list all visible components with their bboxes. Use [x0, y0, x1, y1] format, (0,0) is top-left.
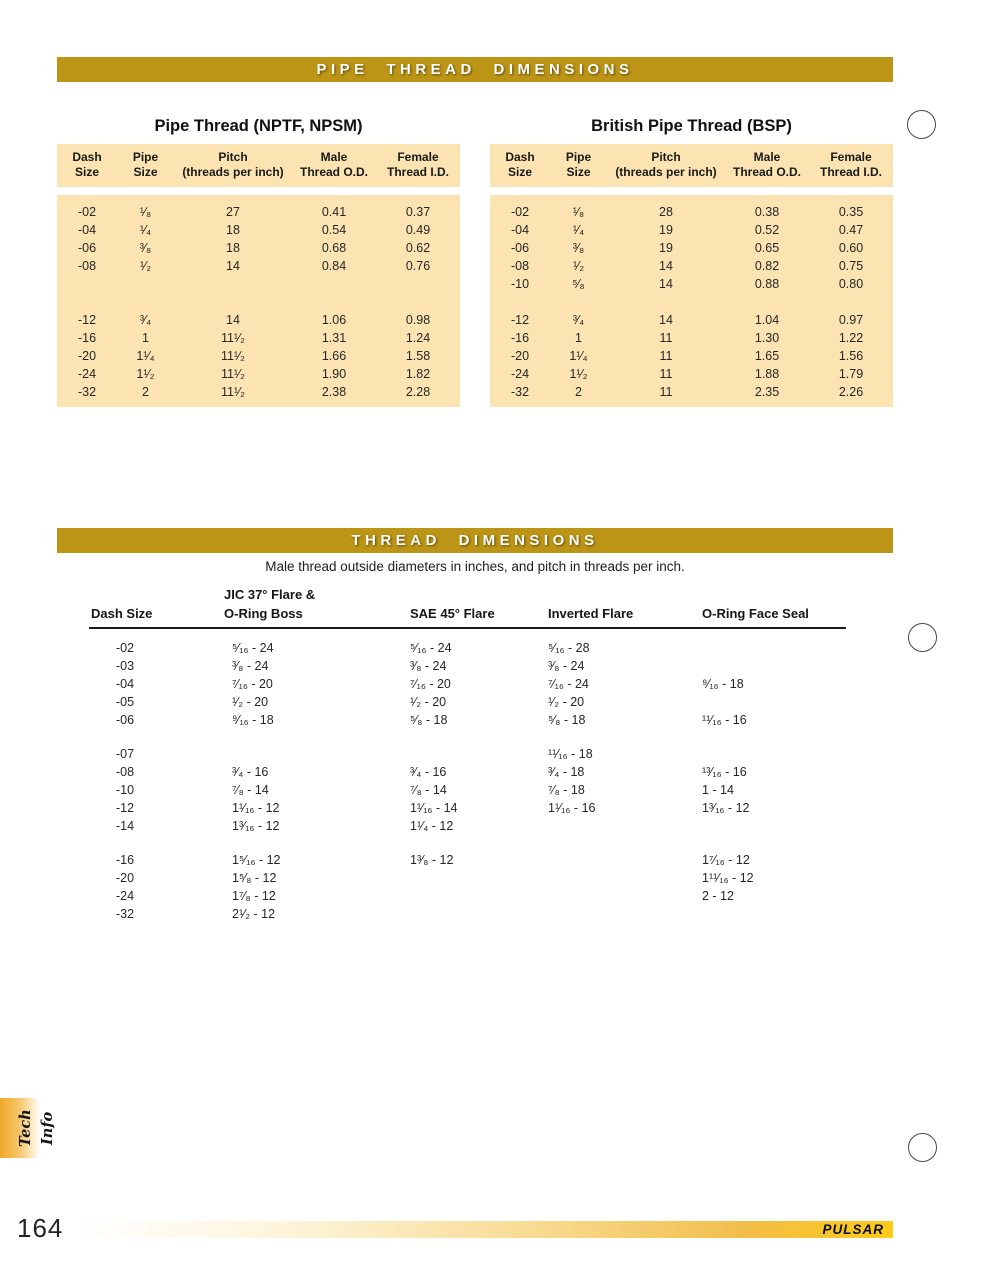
table-cell: 1.30 — [754, 331, 780, 345]
table-cell: ⁷⁄₁₆ - 24 — [548, 677, 589, 691]
pipe-thread-dimensions-banner: PIPE THREAD DIMENSIONS — [57, 57, 893, 82]
table-row — [85, 657, 850, 675]
column-header: Pipe Size — [132, 150, 159, 179]
table-cell: -24 — [77, 367, 97, 381]
table-cell — [174, 275, 292, 293]
table-cell — [725, 293, 809, 311]
table-cell: 0.37 — [405, 205, 431, 219]
table-cell: ⁵⁄₈ - 18 — [410, 713, 448, 727]
table-row — [85, 817, 850, 835]
table-row — [490, 203, 893, 221]
column-header: Dash Size — [72, 150, 102, 179]
table-cell: 2 - 12 — [702, 889, 734, 903]
table-cell: 11¹⁄₂ — [220, 331, 246, 345]
table-cell — [542, 817, 696, 835]
table-cell: ⁵⁄₁₆ - 24 — [232, 641, 274, 655]
table-row — [57, 293, 460, 311]
table-cell — [404, 745, 542, 763]
table-cell: 1⁵⁄₁₆ - 12 — [232, 853, 281, 867]
table-cell: -07 — [116, 747, 135, 761]
table-cell: ³⁄₄ — [572, 313, 585, 327]
hole-punch-circle — [908, 623, 937, 652]
table-header — [57, 144, 460, 187]
column-header — [85, 587, 218, 603]
table-cell — [809, 293, 893, 311]
table-cell — [542, 887, 696, 905]
table-cell: 2 — [142, 385, 149, 399]
table-cell — [57, 293, 117, 311]
table-cell: 11 — [659, 385, 673, 399]
column-header: Dash Size — [505, 150, 535, 179]
table-cell — [490, 293, 550, 311]
table-cell: ⁹⁄₁₆ - 18 — [702, 677, 744, 691]
table-cell: 1³⁄₁₆ - 12 — [232, 819, 280, 833]
table-cell: ³⁄₈ - 24 — [232, 659, 269, 673]
table-cell: 1¹⁄₁₆ - 12 — [232, 801, 280, 815]
table-cell: ¹⁄₂ - 20 — [232, 695, 269, 709]
column-header: JIC 37° Flare & — [224, 587, 316, 602]
table-cell: 0.75 — [838, 259, 864, 273]
table-row — [490, 311, 893, 329]
table-row — [85, 887, 850, 905]
table-cell — [696, 835, 850, 851]
table-cell: 0.52 — [754, 223, 780, 237]
table-cell: -08 — [116, 765, 135, 779]
table-cell: 1¹¹⁄₁₆ - 12 — [702, 871, 754, 885]
table-row — [85, 905, 850, 923]
table-cell: ³⁄₄ — [139, 313, 152, 327]
table-row — [57, 239, 460, 257]
table-cell: ⁷⁄₁₆ - 20 — [410, 677, 451, 691]
table-cell — [696, 905, 850, 923]
table-cell: 0.38 — [754, 205, 780, 219]
table-cell: -08 — [77, 259, 97, 273]
table-row — [57, 221, 460, 239]
table-cell: 0.60 — [838, 241, 864, 255]
table-cell: 1.58 — [405, 349, 431, 363]
table-cell: ⁵⁄₈ - 18 — [548, 713, 586, 727]
table-row — [57, 347, 460, 365]
tech-info-label: Tech Info — [17, 1109, 56, 1147]
table-row — [85, 763, 850, 781]
table-cell: ¹¹⁄₁₆ - 16 — [702, 713, 747, 727]
table-cell: -06 — [510, 241, 530, 255]
table-cell: ⁵⁄₈ — [572, 277, 585, 291]
table-cell: -32 — [116, 907, 135, 921]
table-cell: 0.41 — [321, 205, 347, 219]
column-header: Male Thread O.D. — [732, 150, 801, 179]
table-cell: ³⁄₈ - 24 — [548, 659, 585, 673]
table-cell — [85, 835, 218, 851]
table-row — [85, 799, 850, 817]
table-cell — [404, 887, 542, 905]
table-cell: ⁷⁄₈ - 14 — [410, 783, 447, 797]
table-cell: 1¹⁄₄ — [136, 349, 155, 363]
table-cell: 0.35 — [838, 205, 864, 219]
table-cell: ⁵⁄₁₆ - 28 — [548, 641, 590, 655]
table-row — [490, 257, 893, 275]
table-cell: 0.54 — [321, 223, 347, 237]
column-header: Female Thread I.D. — [386, 150, 449, 179]
table-cell — [696, 745, 850, 763]
table-cell: 1¹⁄₁₆ - 16 — [548, 801, 596, 815]
table-cell: -08 — [510, 259, 530, 273]
tech-info-side-tab — [0, 1098, 56, 1158]
table-cell: 1.65 — [754, 349, 780, 363]
table-cell — [696, 657, 850, 675]
table-cell: 0.76 — [405, 259, 431, 273]
table-cell: 27 — [226, 205, 240, 219]
table-cell: -20 — [510, 349, 530, 363]
table-cell: 18 — [226, 241, 240, 255]
table-cell: ¹⁄₈ — [572, 205, 585, 219]
table-row — [57, 257, 460, 275]
table-cell: 1⁷⁄₈ - 12 — [232, 889, 276, 903]
table-cell — [218, 729, 404, 745]
table-cell: -20 — [116, 871, 135, 885]
table-cell — [218, 835, 404, 851]
table-cell: -10 — [116, 783, 135, 797]
column-header — [542, 587, 696, 603]
table-cell: 18 — [226, 223, 240, 237]
table-cell: 14 — [659, 259, 673, 273]
table-header — [85, 587, 850, 627]
column-header: Pitch (threads per inch) — [615, 150, 717, 179]
table-cell: 1.31 — [321, 331, 347, 345]
table-cell: 1.22 — [838, 331, 864, 345]
column-header: Dash Size — [91, 606, 153, 621]
table-cell — [57, 275, 117, 293]
table-cell: 1³⁄₈ - 12 — [410, 853, 454, 867]
table-row — [85, 675, 850, 693]
table-cell: 0.84 — [321, 259, 347, 273]
table-cell: -16 — [510, 331, 530, 345]
hole-punch-circle — [907, 110, 936, 139]
table-cell: 14 — [659, 313, 673, 327]
table-cell: 1⁵⁄₈ - 12 — [232, 871, 277, 885]
table-cell: 1.79 — [838, 367, 864, 381]
table-cell: 14 — [226, 313, 240, 327]
table-cell: -12 — [77, 313, 97, 327]
column-header: O-Ring Face Seal — [702, 606, 809, 621]
table-row — [85, 869, 850, 887]
table-row — [490, 383, 893, 401]
table-cell: -03 — [116, 659, 135, 673]
table-row — [85, 781, 850, 799]
table-cell: 2.35 — [754, 385, 780, 399]
table-cell — [542, 905, 696, 923]
table-cell — [696, 817, 850, 835]
table-cell: 11 — [659, 331, 673, 345]
table-cell: 2.38 — [321, 385, 347, 399]
table-cell: 1¹⁄₂ — [569, 367, 588, 381]
table-cell: 1.56 — [838, 349, 864, 363]
table-cell: ³⁄₄ - 16 — [232, 765, 269, 779]
table-cell: ¹⁄₂ — [572, 259, 585, 273]
table-body — [490, 195, 893, 407]
table-row — [490, 329, 893, 347]
table-cell: 0.68 — [321, 241, 347, 255]
table-cell: 19 — [659, 223, 673, 237]
table-cell: -05 — [116, 695, 135, 709]
table-row — [490, 239, 893, 257]
table-cell: 2.26 — [838, 385, 864, 399]
table-cell: -04 — [510, 223, 530, 237]
table-cell: 0.80 — [838, 277, 864, 291]
table-row — [490, 365, 893, 383]
table-cell: 28 — [659, 205, 673, 219]
table-cell: -12 — [116, 801, 135, 815]
table-cell: ³⁄₈ — [139, 241, 152, 255]
column-header: Inverted Flare — [548, 606, 634, 621]
table-cell: 0.97 — [838, 313, 864, 327]
table-row — [57, 275, 460, 293]
table-cell: ¹¹⁄₁₆ - 18 — [548, 747, 593, 761]
table-cell: -32 — [510, 385, 530, 399]
table-title: British Pipe Thread (BSP) — [591, 117, 792, 135]
table-body — [85, 629, 850, 923]
table-cell: ³⁄₄ - 18 — [548, 765, 585, 779]
table-cell: ¹⁄₂ — [139, 259, 152, 273]
table-cell: ¹⁄₂ - 20 — [410, 695, 447, 709]
table-row — [490, 221, 893, 239]
table-cell — [542, 729, 696, 745]
table-cell: -02 — [510, 205, 530, 219]
table-cell — [550, 293, 607, 311]
table-cell: ⁷⁄₈ - 18 — [548, 783, 585, 797]
table-cell: 0.98 — [405, 313, 431, 327]
table-cell: 1¹⁄₄ — [569, 349, 588, 363]
table-cell — [85, 729, 218, 745]
table-cell: -10 — [510, 277, 530, 291]
table-cell: 0.88 — [754, 277, 780, 291]
column-header: SAE 45° Flare — [410, 606, 495, 621]
table-cell: 1¹⁄₄ - 12 — [410, 819, 454, 833]
table-cell — [404, 869, 542, 887]
table-cell: -16 — [77, 331, 97, 345]
table-cell — [542, 869, 696, 887]
table-cell: 14 — [226, 259, 240, 273]
table-cell: 1.66 — [321, 349, 347, 363]
table-cell — [404, 729, 542, 745]
footer-bar — [75, 1221, 893, 1238]
table-cell: -06 — [116, 713, 135, 727]
column-header — [404, 587, 542, 603]
table-cell — [376, 293, 460, 311]
table-cell: -14 — [116, 819, 135, 833]
column-header: Male Thread O.D. — [299, 150, 368, 179]
table-cell: ¹³⁄₁₆ - 16 — [702, 765, 747, 779]
table-cell: 0.62 — [405, 241, 431, 255]
table-cell — [542, 835, 696, 851]
thread-dimensions-banner: THREAD DIMENSIONS — [57, 528, 893, 553]
table-row — [85, 745, 850, 763]
table-row — [85, 639, 850, 657]
table-cell — [117, 275, 174, 293]
table-row — [490, 347, 893, 365]
table-cell: ⁵⁄₁₆ - 24 — [410, 641, 452, 655]
table-cell — [696, 639, 850, 657]
nptf-npsm-table — [57, 108, 460, 407]
table-cell: -20 — [77, 349, 97, 363]
table-cell: ³⁄₈ - 24 — [410, 659, 447, 673]
table-cell: ¹⁄₄ — [139, 223, 152, 237]
table-row — [57, 203, 460, 221]
table-cell: 1.06 — [321, 313, 347, 327]
table-cell — [696, 693, 850, 711]
table-cell: 11¹⁄₂ — [220, 367, 246, 381]
table-cell: 0.82 — [754, 259, 780, 273]
table-cell: 2.28 — [405, 385, 431, 399]
table-cell: 14 — [659, 277, 673, 291]
table-cell: ¹⁄₂ - 20 — [548, 695, 585, 709]
table-cell: ¹⁄₄ — [572, 223, 585, 237]
table-row — [85, 835, 850, 851]
column-header — [696, 587, 850, 603]
table-cell — [404, 835, 542, 851]
column-header: Female Thread I.D. — [819, 150, 882, 179]
table-cell: 1⁷⁄₁₆ - 12 — [702, 853, 750, 867]
table-cell: 0.49 — [405, 223, 431, 237]
table-cell: -06 — [77, 241, 97, 255]
table-body — [57, 195, 460, 407]
thread-dimensions-table — [85, 587, 850, 923]
table-cell: 2 — [575, 385, 582, 399]
table-cell — [292, 275, 376, 293]
table-row — [57, 311, 460, 329]
table-row — [57, 365, 460, 383]
table-cell: 1.88 — [754, 367, 780, 381]
column-header: O-Ring Boss — [224, 606, 303, 621]
table-header — [490, 144, 893, 187]
table-cell: 19 — [659, 241, 673, 255]
column-header: Pitch (threads per inch) — [182, 150, 284, 179]
table-cell — [607, 293, 725, 311]
table-cell: -04 — [77, 223, 97, 237]
table-cell: 1 — [142, 331, 149, 345]
table-cell: ⁷⁄₁₆ - 20 — [232, 677, 273, 691]
table-cell: ³⁄₄ - 16 — [410, 765, 447, 779]
table-cell: -12 — [510, 313, 530, 327]
table-cell — [117, 293, 174, 311]
table-title: Pipe Thread (NPTF, NPSM) — [154, 117, 363, 135]
table-cell: 0.65 — [754, 241, 780, 255]
table-cell: -02 — [77, 205, 97, 219]
table-cell: 11¹⁄₂ — [220, 385, 246, 399]
table-row — [85, 711, 850, 729]
table-cell: 1.90 — [321, 367, 347, 381]
table-cell: ⁹⁄₁₆ - 18 — [232, 713, 274, 727]
table-row — [57, 383, 460, 401]
table-row — [85, 851, 850, 869]
table-cell: 1.04 — [754, 313, 780, 327]
table-cell: 1³⁄₁₆ - 12 — [702, 801, 750, 815]
table-cell — [292, 293, 376, 311]
table-row — [85, 729, 850, 745]
table-cell: 1.24 — [405, 331, 431, 345]
table-cell: -24 — [116, 889, 135, 903]
table-cell: 11 — [659, 367, 673, 381]
table-cell: ¹⁄₈ — [139, 205, 152, 219]
table-cell: -16 — [116, 853, 135, 867]
table-cell: 11 — [659, 349, 673, 363]
bsp-table — [490, 108, 893, 407]
table-cell: ⁷⁄₈ - 14 — [232, 783, 269, 797]
table-cell: 1 — [575, 331, 582, 345]
table-cell — [404, 905, 542, 923]
table-row — [490, 293, 893, 311]
table-cell: -02 — [116, 641, 135, 655]
table-row — [85, 693, 850, 711]
thread-dimensions-subtitle: Male thread outside diameters in inches, and pitch in threads per inch. — [265, 559, 685, 574]
page-number: 164 — [17, 1213, 64, 1243]
table-cell: 1 - 14 — [702, 783, 734, 797]
pulsar-logo: PULSAR — [822, 1222, 884, 1237]
table-cell — [376, 275, 460, 293]
table-row — [57, 329, 460, 347]
table-cell: 1.82 — [405, 367, 431, 381]
table-cell — [174, 293, 292, 311]
table-cell — [218, 745, 404, 763]
table-cell — [542, 851, 696, 869]
table-cell: -04 — [116, 677, 135, 691]
column-header: Pipe Size — [565, 150, 592, 179]
table-row — [490, 275, 893, 293]
table-cell — [696, 729, 850, 745]
table-cell: ³⁄₈ — [572, 241, 585, 255]
table-cell: 11¹⁄₂ — [220, 349, 246, 363]
table-cell: 1¹⁄₂ — [136, 367, 155, 381]
table-cell: 1¹⁄₁₆ - 14 — [410, 801, 458, 815]
table-cell: -24 — [510, 367, 530, 381]
hole-punch-circle — [908, 1133, 937, 1162]
table-cell: 2¹⁄₂ - 12 — [232, 907, 276, 921]
table-cell: -32 — [77, 385, 97, 399]
table-cell: 0.47 — [838, 223, 864, 237]
